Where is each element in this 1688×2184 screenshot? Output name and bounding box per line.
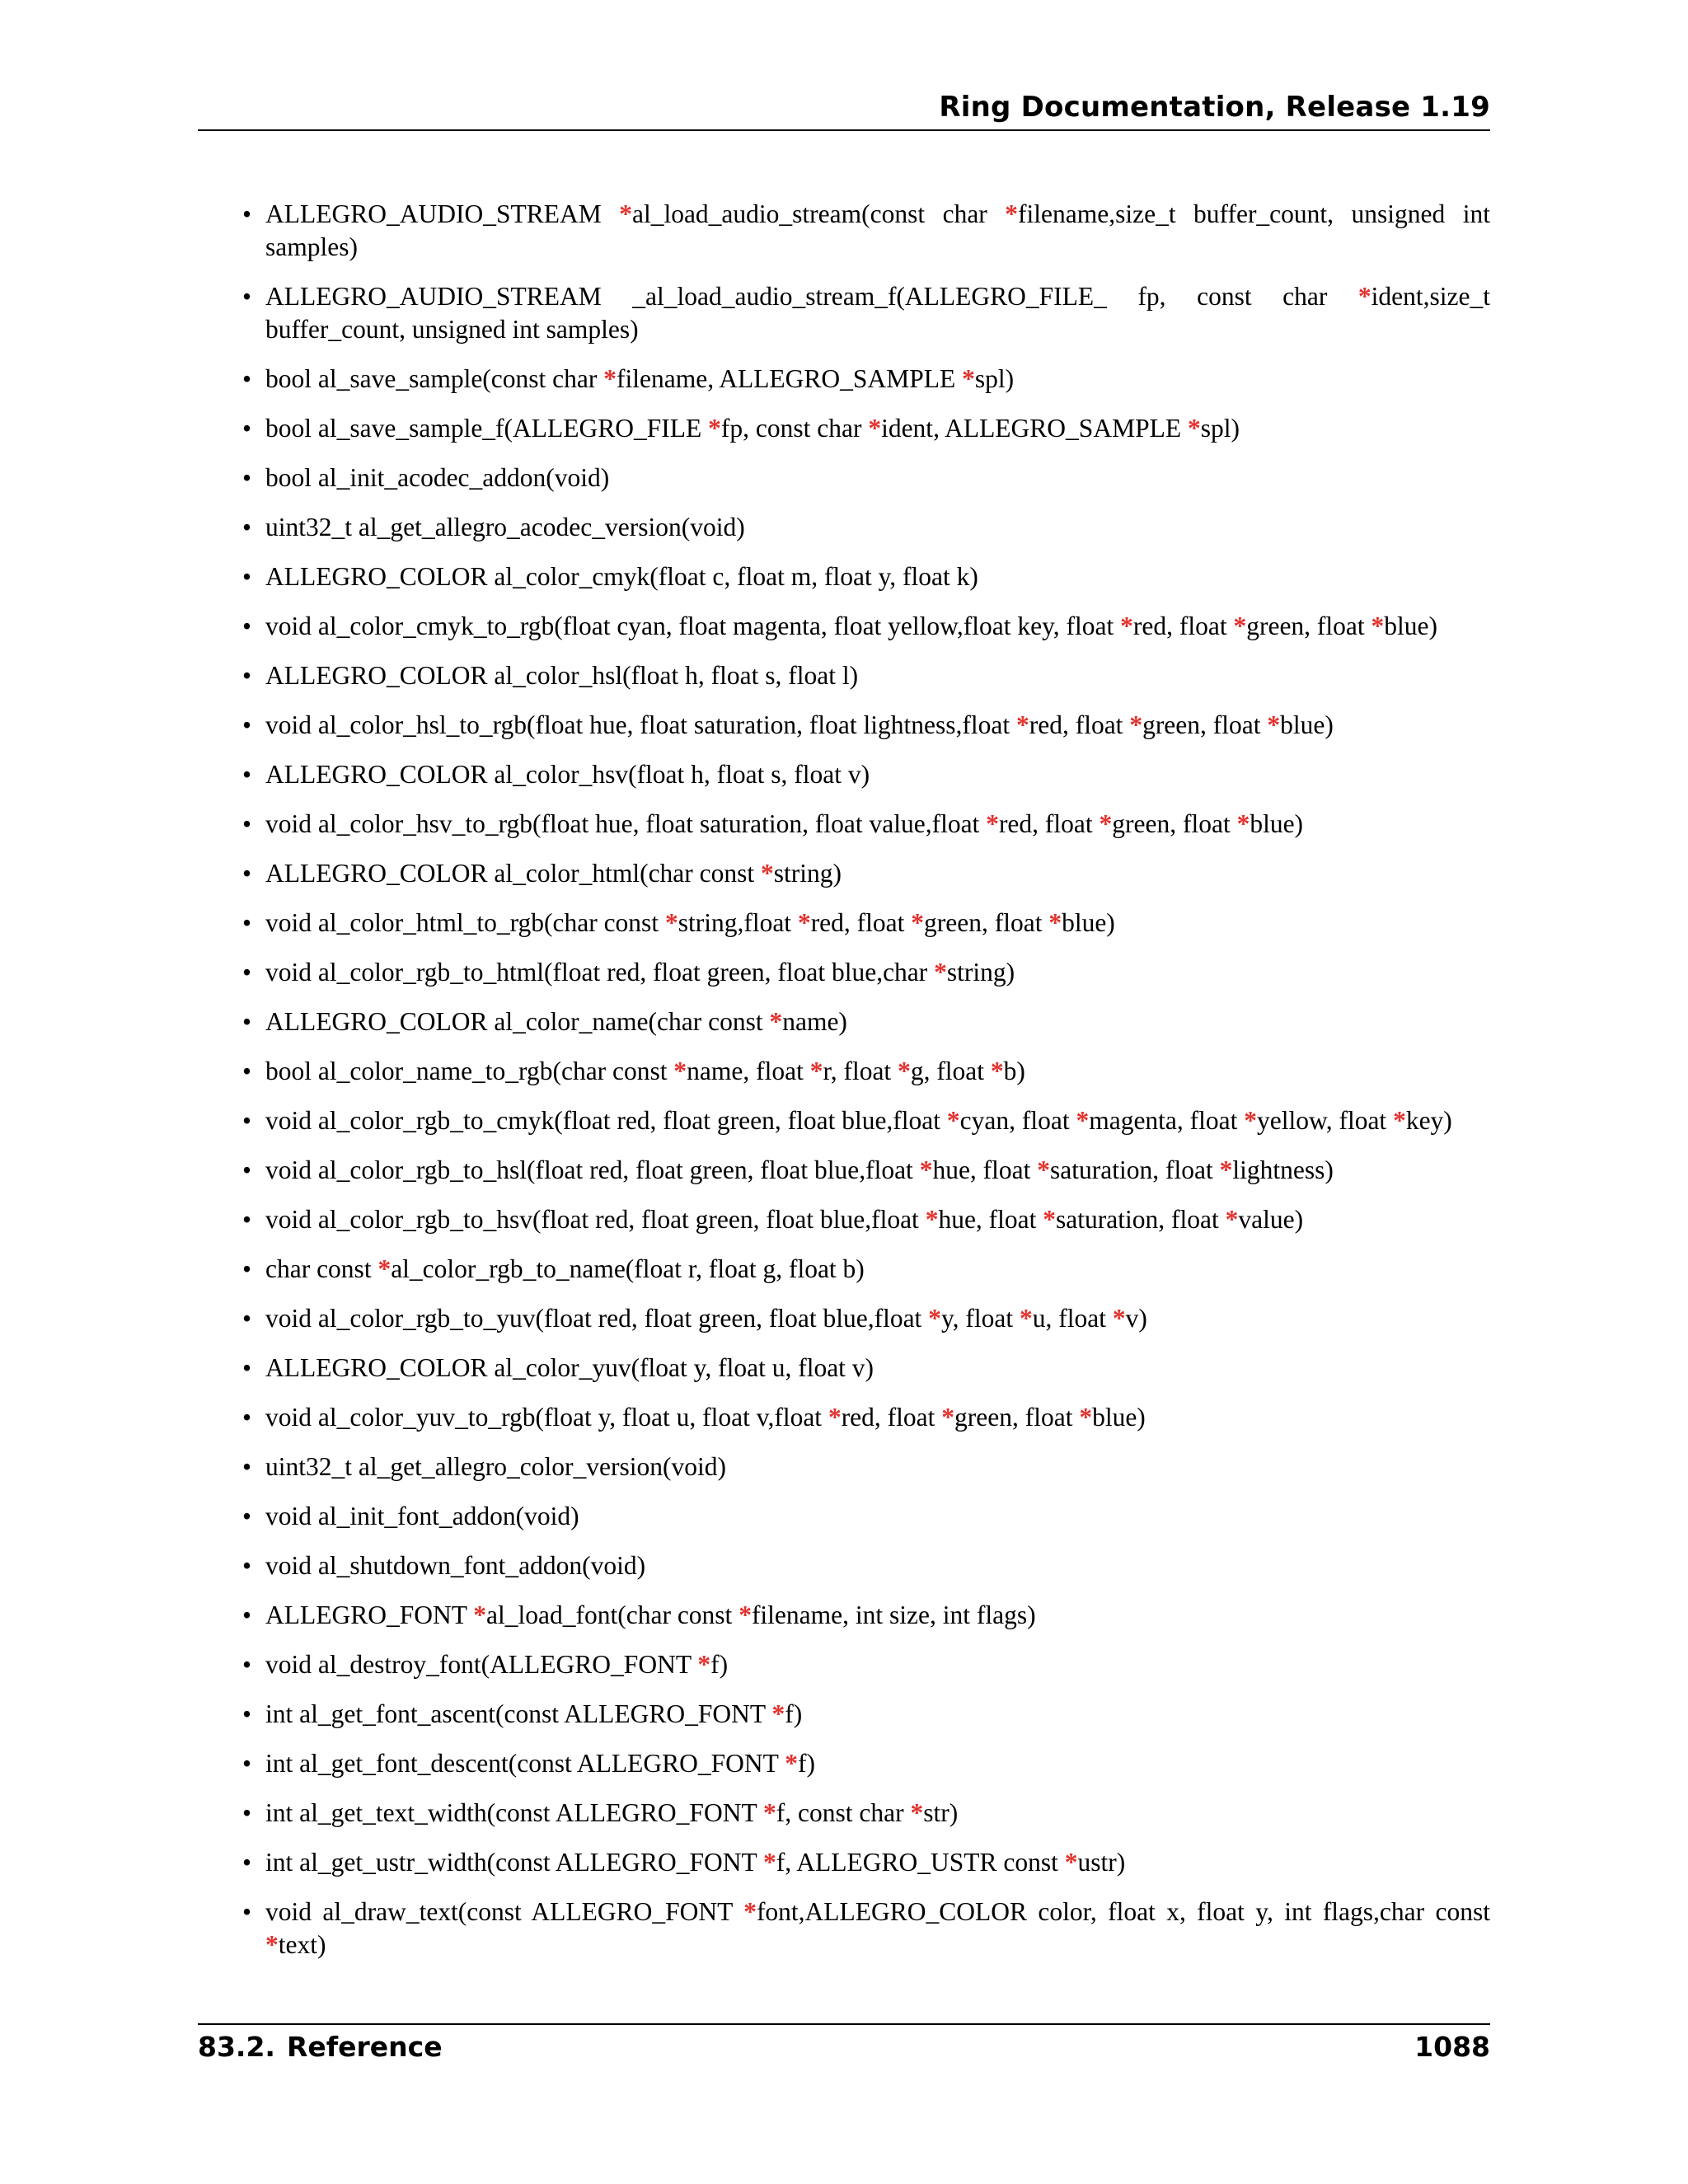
pointer-star: * (919, 1155, 933, 1184)
pointer-star: * (946, 1106, 960, 1135)
page-footer (198, 2031, 1490, 2063)
list-item: • ALLEGRO_COLOR al_color_hsv(float h, float s, float v) (265, 758, 1490, 791)
list-item: • void al_init_font_addon(void) (265, 1500, 1490, 1533)
pointer-star: * (761, 859, 774, 888)
pointer-star: * (603, 364, 617, 393)
list-item: • bool al_save_sample_f(ALLEGRO_FILE *fp, const char *ident, ALLEGRO_SAMPLE *spl) (265, 412, 1490, 445)
pointer-star: * (1043, 1205, 1057, 1234)
pointer-star: * (911, 908, 925, 937)
pointer-star: * (771, 1699, 785, 1728)
pointer-star: * (1219, 1155, 1233, 1184)
list-item: • void al_color_rgb_to_html(float red, float green, float blue,char *string) (265, 956, 1490, 989)
pointer-star: * (898, 1057, 911, 1085)
pointer-star: * (868, 414, 882, 443)
list-item: • bool al_init_acodec_addon(void) (265, 462, 1490, 494)
list-item: • uint32_t al_get_allegro_acodec_version(void) (265, 511, 1490, 544)
pointer-star: * (928, 1304, 941, 1333)
pointer-star: * (763, 1848, 776, 1877)
pointer-star: * (763, 1798, 776, 1827)
pointer-star: * (743, 1897, 757, 1926)
pointer-star: * (1112, 1304, 1126, 1333)
list-item: • ALLEGRO_COLOR al_color_hsl(float h, float s, float l) (265, 659, 1490, 692)
list-item: • void al_color_hsv_to_rgb(float hue, float saturation, float value,float *red, float *green, float *blue) (265, 808, 1490, 841)
list-item: • ALLEGRO_FONT *al_load_font(char const *filename, int size, int flags) (265, 1599, 1490, 1632)
pointer-star: * (990, 1057, 1004, 1085)
list-item: • void al_color_rgb_to_yuv(float red, float green, float blue,float *y, float *u, float *v) (265, 1302, 1490, 1335)
pointer-star: * (962, 364, 975, 393)
pointer-star: * (1371, 612, 1385, 640)
list-item: • void al_color_hsl_to_rgb(float hue, float saturation, float lightness,float *red, float *green, float *blue) (265, 709, 1490, 742)
footer-section (198, 2031, 443, 2063)
pointer-star: * (1267, 710, 1281, 739)
list-item: • char const *al_color_rgb_to_name(float r, float g, float b) (265, 1253, 1490, 1286)
pointer-star: * (941, 1403, 955, 1432)
pointer-star: * (1005, 199, 1019, 228)
header-rule (198, 129, 1490, 131)
pointer-star: * (1037, 1155, 1051, 1184)
list-item: • void al_color_rgb_to_hsl(float red, float green, float blue,float *hue, float *saturation, float *lightness) (265, 1154, 1490, 1187)
running-header: Ring Documentation, Release 1.19 (939, 91, 1490, 124)
list-item: • int al_get_font_descent(const ALLEGRO_FONT *f) (265, 1747, 1490, 1780)
pointer-star: * (1099, 809, 1113, 838)
pointer-star: * (1233, 612, 1247, 640)
list-item: • void al_color_yuv_to_rgb(float y, float u, float v,float *red, float *green, float *blue) (265, 1401, 1490, 1434)
list-item: • void al_destroy_font(ALLEGRO_FONT *f) (265, 1648, 1490, 1681)
pointer-star: * (1015, 710, 1029, 739)
pointer-star: * (1244, 1106, 1258, 1135)
list-item: • ALLEGRO_COLOR al_color_name(char const *name) (265, 1005, 1490, 1038)
pointer-star: * (1129, 710, 1143, 739)
pointer-star: * (697, 1650, 711, 1679)
pointer-star: * (1079, 1403, 1093, 1432)
list-item: • ALLEGRO_AUDIO_STREAM _al_load_audio_stream_f(ALLEGRO_FILE_ fp, const char *ident,size_t buffer_count, unsigned int samples) (265, 280, 1490, 346)
pointer-star: * (934, 958, 947, 987)
list-item: • ALLEGRO_COLOR al_color_yuv(float y, float u, float v) (265, 1352, 1490, 1385)
section-title: Reference (286, 2031, 443, 2063)
list-item: • uint32_t al_get_allegro_color_version(void) (265, 1451, 1490, 1483)
list-item: • void al_color_cmyk_to_rgb(float cyan, float magenta, float yellow,float key, float *red, float *green, float *blue) (265, 610, 1490, 643)
list-item: • ALLEGRO_COLOR al_color_cmyk(float c, float m, float y, float k) (265, 560, 1490, 593)
pointer-star: * (1020, 1304, 1033, 1333)
pointer-star: * (1236, 809, 1250, 838)
list-item: • int al_get_font_ascent(const ALLEGRO_FONT *f) (265, 1698, 1490, 1731)
list-item: • void al_color_html_to_rgb(char const *string,float *red, float *green, float *blue) (265, 907, 1490, 940)
pointer-star: * (1048, 908, 1062, 937)
pointer-star: * (473, 1601, 487, 1629)
pointer-star: * (619, 199, 632, 228)
list-item: • ALLEGRO_AUDIO_STREAM *al_load_audio_stream(const char *filename,size_t buffer_count, unsigned int samples) (265, 198, 1490, 264)
section-number: 83.2. (198, 2031, 275, 2063)
pointer-star: * (828, 1403, 842, 1432)
pointer-star: * (1076, 1106, 1090, 1135)
list-item: • ALLEGRO_COLOR al_color_html(char const *string) (265, 857, 1490, 890)
list-item: • void al_color_rgb_to_cmyk(float red, float green, float blue,float *cyan, float *magenta, float *yellow, float *key) (265, 1104, 1490, 1137)
pointer-star: * (1393, 1106, 1406, 1135)
pointer-star: * (738, 1601, 752, 1629)
pointer-star: * (797, 908, 811, 937)
pointer-star: * (1187, 414, 1201, 443)
pointer-star: * (1120, 612, 1133, 640)
pointer-star: * (1225, 1205, 1239, 1234)
pointer-star: * (377, 1254, 392, 1283)
list-item: • int al_get_ustr_width(const ALLEGRO_FONT *f, ALLEGRO_USTR const *ustr) (265, 1846, 1490, 1879)
pointer-star: * (986, 809, 999, 838)
list-item: • void al_shutdown_font_addon(void) (265, 1549, 1490, 1582)
list-item: • bool al_color_name_to_rgb(char const *name, float *r, float *g, float *b) (265, 1055, 1490, 1088)
pointer-star: * (809, 1057, 823, 1085)
pointer-star: * (664, 908, 678, 937)
pointer-star: * (910, 1798, 924, 1827)
pointer-star: * (769, 1007, 783, 1036)
function-signature-list (265, 198, 1490, 1978)
pointer-star: * (1357, 282, 1372, 311)
list-item: • void al_draw_text(const ALLEGRO_FONT *font,ALLEGRO_COLOR color, float x, float y, int flags,char const *text) (265, 1896, 1490, 1961)
list-item: • int al_get_text_width(const ALLEGRO_FONT *f, const char *str) (265, 1797, 1490, 1830)
pointer-star: * (925, 1205, 939, 1234)
pointer-star: * (785, 1749, 798, 1778)
list-item: • void al_color_rgb_to_hsv(float red, float green, float blue,float *hue, float *saturation, float *value) (265, 1203, 1490, 1236)
pointer-star: * (673, 1057, 687, 1085)
pointer-star: * (708, 414, 721, 443)
pointer-star: * (265, 1930, 279, 1959)
pointer-star: * (1064, 1848, 1078, 1877)
list-item: • bool al_save_sample(const char *filename, ALLEGRO_SAMPLE *spl) (265, 363, 1490, 396)
page-number: 1088 (1414, 2031, 1490, 2063)
footer-rule (198, 2023, 1490, 2025)
